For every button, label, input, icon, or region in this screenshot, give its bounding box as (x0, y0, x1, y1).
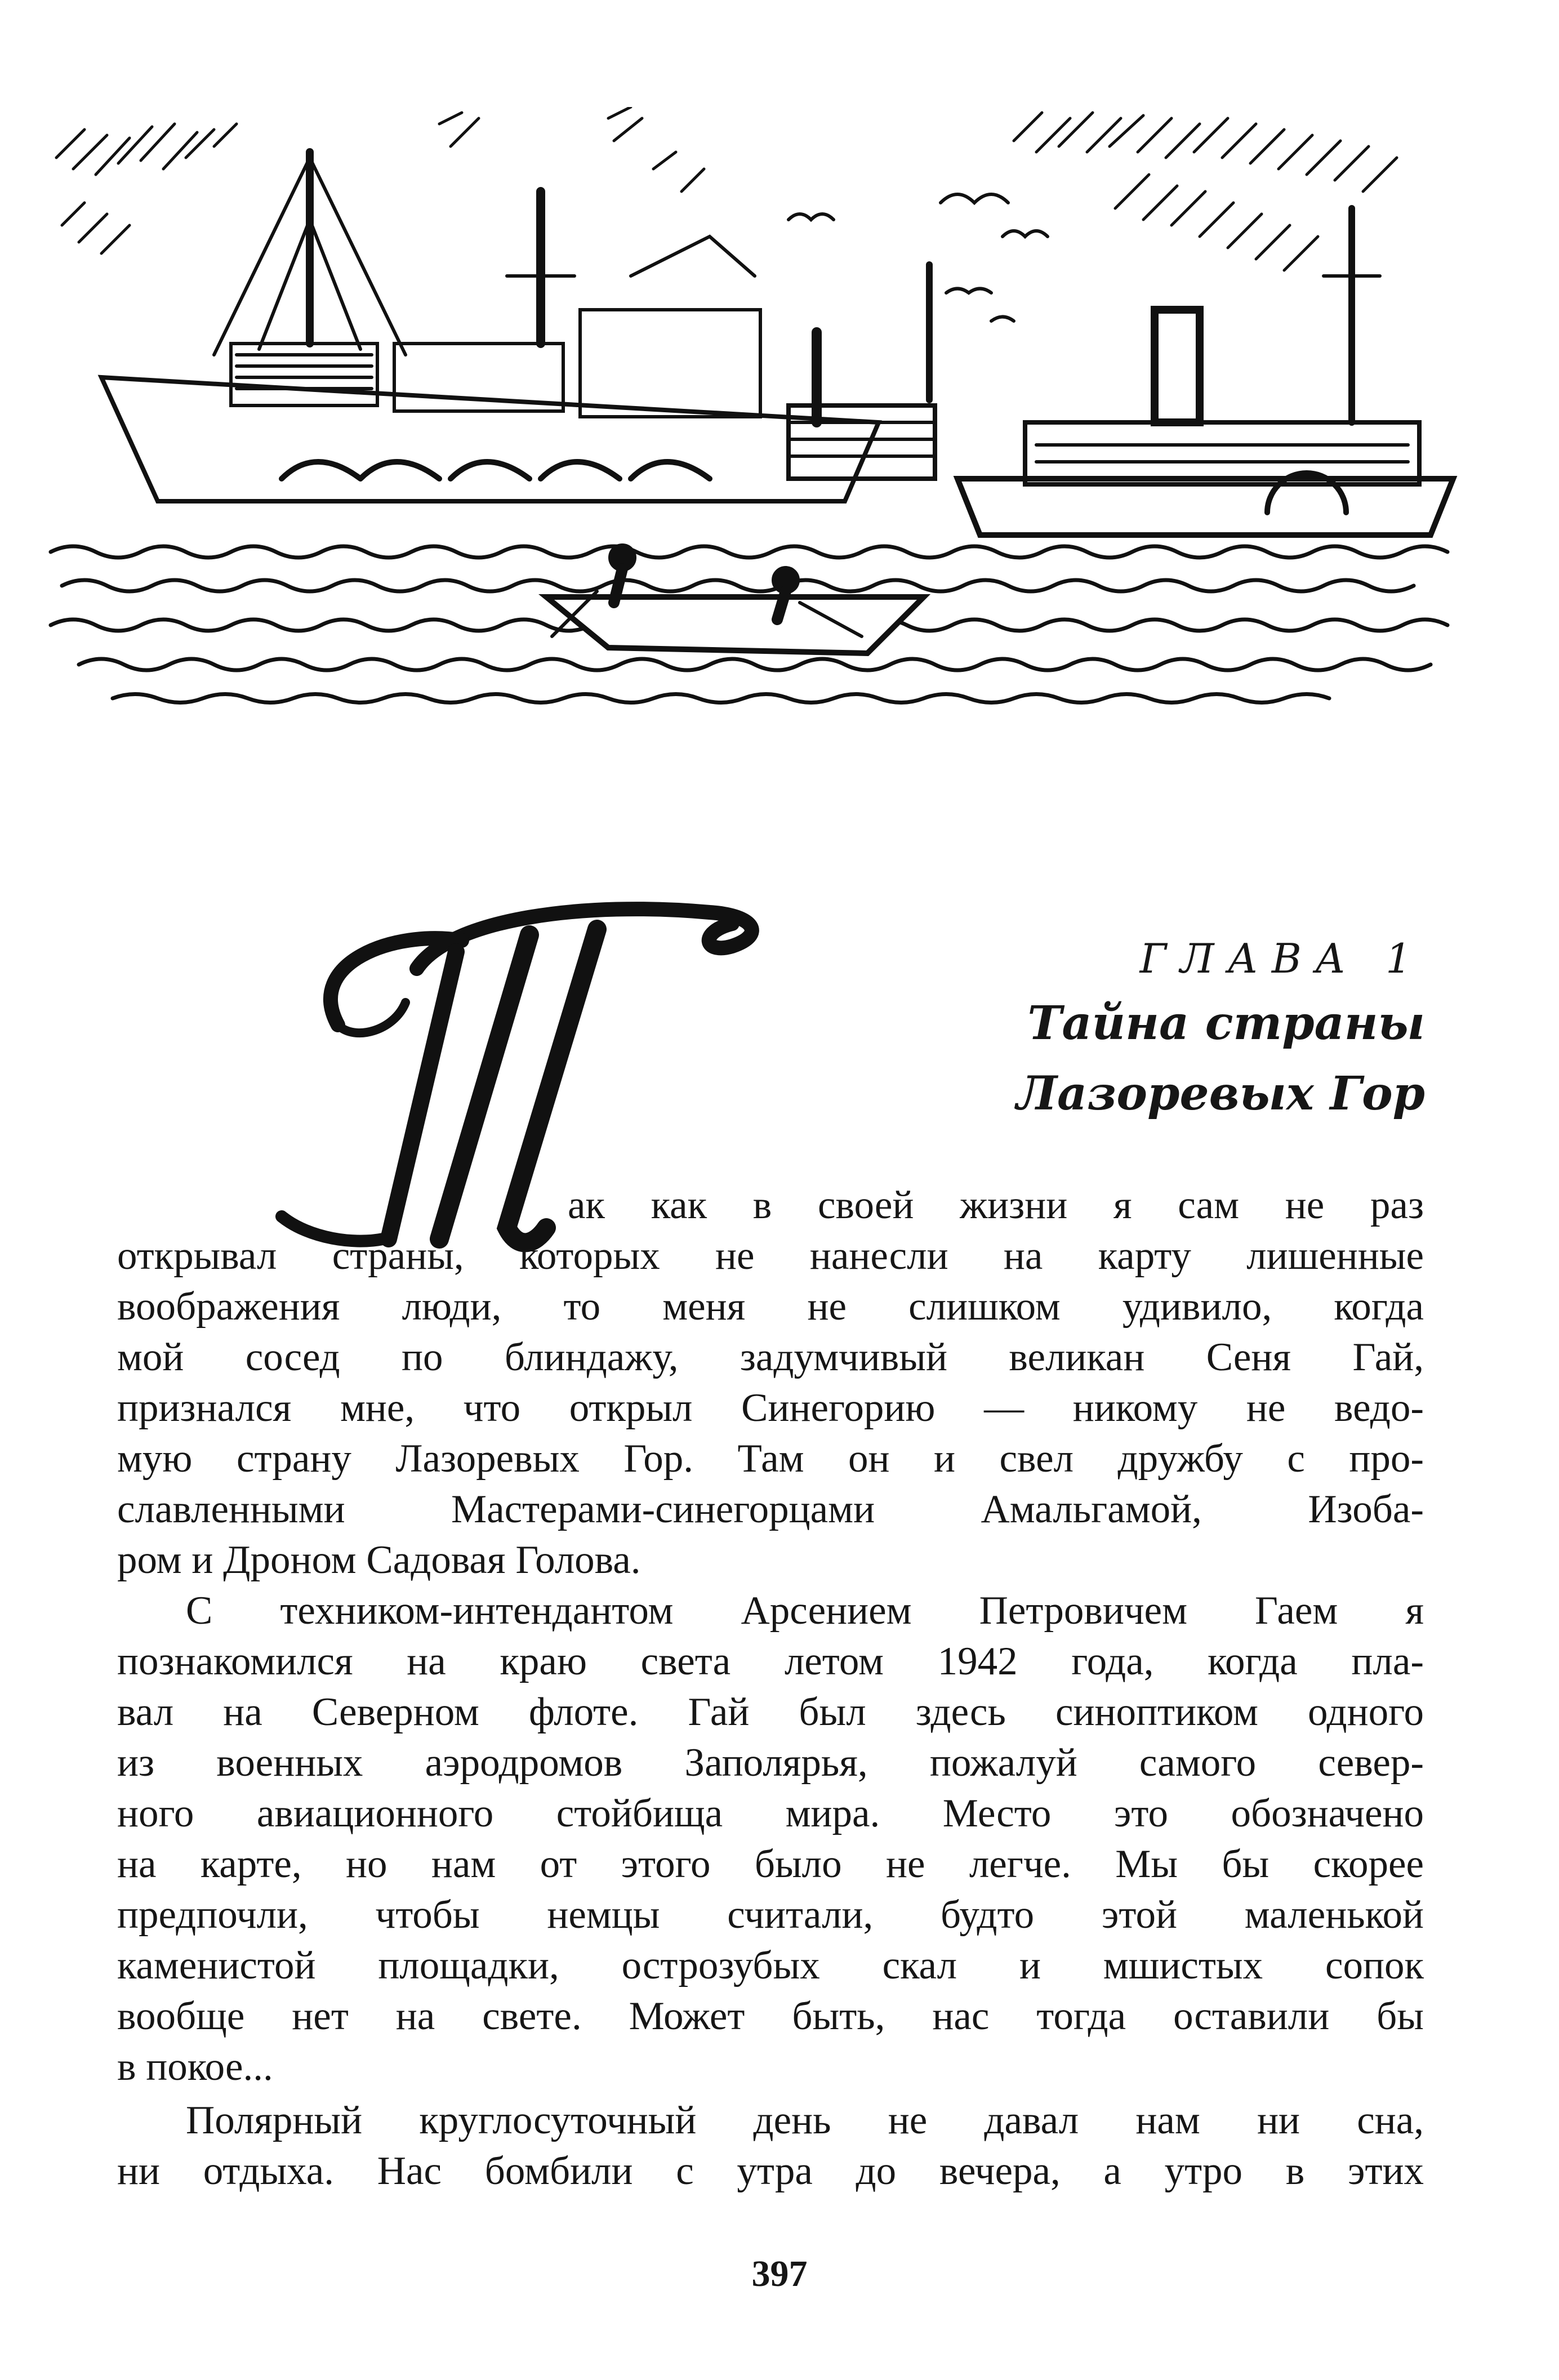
text-line: ак как в своей жизни я сам не раз (568, 1183, 1424, 1227)
chapter-label: ГЛАВА 1 (1139, 935, 1425, 982)
text-line: открывал страны, которых не нанесли на карту лишенные (117, 1234, 1424, 1278)
text-line: мой сосед по блиндажу, задумчивый великан Сеня Гай, (117, 1335, 1424, 1379)
page-number: 397 (751, 2253, 808, 2294)
chapter-title (1016, 988, 1425, 1129)
text-line: на карте, но нам от этого было не легче. Мы бы скорее (117, 1842, 1424, 1886)
text-line: ром и Дроном Садовая Голова. (117, 1538, 641, 1582)
text-line: ного авиационного стойбища мира. Место это обозначено (117, 1791, 1424, 1835)
chapter-title-line-2: Лазоревых Гор (1016, 1067, 1425, 1121)
right-ship (957, 208, 1453, 535)
harbor-ships-illustration (45, 107, 1464, 721)
text-line: из военных аэродромов Заполярья, пожалуй самого север- (117, 1741, 1424, 1785)
text-line: славленными Мастерами-синегорцами Амальгамой, Изоба- (117, 1487, 1424, 1531)
sky-hatching (56, 107, 1397, 270)
text-line: познакомился на краю света летом 1942 года, когда пла- (117, 1639, 1424, 1683)
left-ship (101, 152, 879, 501)
text-line: воображения люди, то меня не слишком удивило, когда (117, 1285, 1424, 1329)
text-line: Полярный круглосуточный день не давал нам ни сна, (186, 2098, 1424, 2142)
rowboat (546, 545, 924, 653)
text-line: вообще нет на свете. Может быть, нас тогда оставили бы (117, 1994, 1424, 2038)
text-line: признался мне, что открыл Синегорию — никому не ведо- (117, 1386, 1424, 1430)
text-line: каменистой площадки, острозубых скал и мшистых сопок (117, 1944, 1424, 1987)
chapter-title-line-1: Тайна страны (1027, 996, 1425, 1050)
text-line: вал на Северном флоте. Гай был здесь синоптиком одного (117, 1690, 1424, 1734)
birds (789, 194, 1048, 321)
text-line: предпочли, чтобы немцы считали, будто этой маленькой (117, 1893, 1424, 1937)
text-line: в покое... (117, 2045, 273, 2089)
text-line: С техником-интендантом Арсением Петровичем Гаем я (186, 1589, 1424, 1633)
text-line: ни отдыха. Нас бомбили с утра до вечера, а утро в этих (117, 2149, 1424, 2193)
text-line: мую страну Лазоревых Гор. Там он и свел дружбу с про- (117, 1437, 1424, 1481)
middle-ship (789, 265, 935, 479)
